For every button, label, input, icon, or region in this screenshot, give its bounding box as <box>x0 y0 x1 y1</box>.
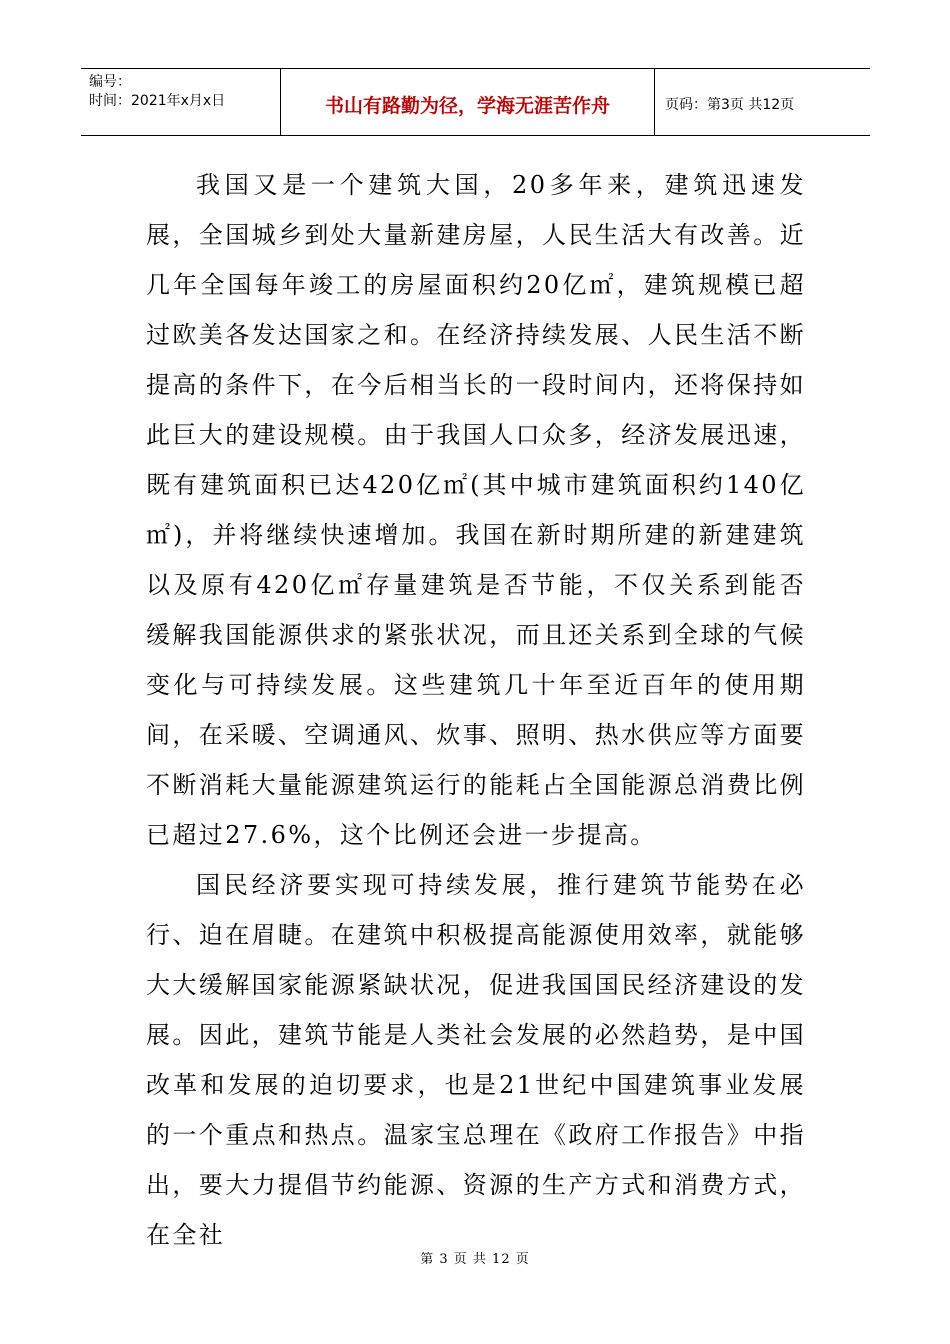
document-body <box>146 160 806 1260</box>
page-header <box>81 68 870 136</box>
document-number-label: 编号： <box>89 74 131 90</box>
header-meta-cell <box>81 69 281 135</box>
body-paragraph: 国民经济要实现可持续发展，推行建筑节能势在必行、迫在眉睫。在建筑中积极提高能源使用效率，就能够大大缓解国家能源紧缺状况，促进我国国民经济建设的发展。因此，建筑节能是人类社会发展的必然趋势，是中国改革和发展的迫切要求，也是21世纪中国建筑事业发展的一个重点和热点。温家宝总理在《政府工作报告》中指出，要大力提倡节约能源、资源的生产方式和消费方式，在全社 <box>146 871 806 1249</box>
page-footer: 第 3 页 共 12 页 <box>420 1252 530 1267</box>
body-paragraph: 我国又是一个建筑大国，20多年来，建筑迅速发展，全国城乡到处大量新建房屋，人民生活大有改善。近几年全国每年竣工的房屋面积约20亿㎡，建筑规模已超过欧美各发达国家之和。在经济持续发展、人民生活不断提高的条件下，在今后相当长的一段时间内，还将保持如此巨大的建设规模。由于我国人口众多，经济发展迅速，既有建筑面积已达420亿㎡(其中城市建筑面积约140亿㎡)，并将继续快速增加。我国在新时期所建的新建建筑以及原有420亿㎡存量建筑是否节能，不仅关系到能否缓解我国能源供求的紧张状况，而且还关系到全球的气候变化与可持续发展。这些建筑几十年至近百年的使用期间，在采暖、空调通风、炊事、照明、热水供应等方面要不断消耗大量能源建筑运行的能耗占全国能源总消费比例已超过27.6%，这个比例还会进一步提高。 <box>146 171 806 849</box>
document-date: 时间：2021年x月x日 <box>89 93 226 109</box>
header-motto: 书山有路勤为径，学海无涯苦作舟 <box>281 69 655 135</box>
header-page-info: 页码：第3页 共12页 <box>665 97 795 113</box>
